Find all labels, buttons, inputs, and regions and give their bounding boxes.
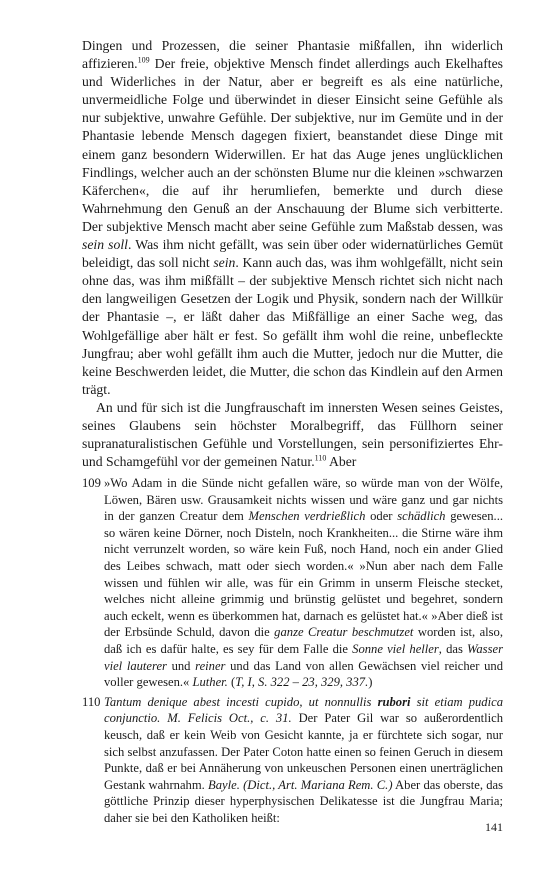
paragraph-2 xyxy=(82,399,503,471)
footnote-text xyxy=(104,694,503,827)
text-run: rubori xyxy=(377,694,411,709)
text-run: . Kann auch das, was ihm wohlgefällt, nicht sein ohne das, was ihm mißfällt – der subjektive Mensch richtet sich nicht nach den langweiligen Gesetzen der Logik und Physik, sondern nach der Willkür der Phantasie –, er läßt daher das Mißfällige an einer Sache weg, das Wohlgefällige aber hält er fest. So gefällt ihm wohl die reine, unbefleckte Jungfrau; aber wohl gefällt ihm auch die Mutter, jedoch nur die Mutter, die keine Beschwerden leidet, die Mutter, die schon das Kindlein auf den Armen trägt. xyxy=(82,255,503,397)
text-run: und das Land von allen Gewächsen viel reicher und voller gewesen.« xyxy=(104,658,504,690)
text-run: Menschen verdrießlich xyxy=(248,509,366,524)
text-run: sein soll xyxy=(82,237,128,253)
text-run: ( xyxy=(227,675,236,690)
footnote-ref: 109 xyxy=(137,55,150,65)
text-run: oder xyxy=(365,509,398,524)
text-run: Tantum denique abest incesti cupido, ut nonnullis xyxy=(104,694,378,709)
footnote-text xyxy=(104,475,503,691)
text-run: sit etiam pudica conjunctio. M. Felicis Oct., c. 31. xyxy=(104,694,503,726)
text-run: An und für sich ist die Jungfrauschaft im innersten Wesen seines Geistes, seines Glaubens sein höchster Moralbegriff, das Füllhorn seiner supranaturalistischen Gefühle und Vorstellungen, sein personifiziertes Ehr- und Schamgefühl vor der gemeinen Natur. xyxy=(82,399,503,470)
footnotes xyxy=(82,475,503,829)
paragraph-1 xyxy=(82,37,503,399)
text-run: und xyxy=(166,658,196,673)
text-run: »Wo Adam in die Sünde nicht gefallen wäre, so würde man von der Wölfe, Löwen, Bären usw. Grausamkeit nichts wissen und wäre ganz und gar nichts in der ganzen Creatur dem xyxy=(104,476,503,524)
footnote-110 xyxy=(82,694,503,827)
footnote-number: 109 xyxy=(82,476,101,490)
text-run: Luther. xyxy=(192,675,228,690)
text-run: reiner xyxy=(195,658,226,673)
page-number: 141 xyxy=(485,820,503,834)
text-run: sein xyxy=(213,255,236,271)
text-run: worden ist, also, daß ich es dafür halte, es sey für dem Falle die xyxy=(104,625,504,656)
text-run: . Was ihm nicht gefällt, was sein über oder widernatürliches Gemüt beleidigt, das soll nicht xyxy=(82,237,504,271)
text-run: Bayle. (Dict., Art. Mariana Rem. C.) xyxy=(208,777,393,792)
text-run: Aber xyxy=(326,454,357,470)
text-run: ganze Creatur beschmutzet xyxy=(274,625,414,640)
footnote-number: 110 xyxy=(82,694,101,709)
text-run: Dingen und Prozessen, die seiner Phantasie mißfallen, ihn widerlich affizieren. xyxy=(82,38,503,72)
text-run: schädlich xyxy=(397,509,446,524)
footnote-ref: 110 xyxy=(314,453,327,463)
main-text xyxy=(82,37,503,471)
text-run: T, I, S. 322 – 23, 329, 337. xyxy=(235,675,369,690)
text-run: Der Pater Gil war so außerordentlich keusch, daß er kein Weib von Gesicht kannte, ja er fürchtete sich sogar, nur sich selbst anzufassen. Der Pater Coton hatte einen so feinen Geruch in diesem Punkte, daß er bei Annäherung von unkeuschen Personen einen unerträglichen Gestank wahrnahm. xyxy=(104,711,504,792)
text-run: gewesen... so wären keine Dörner, noch Disteln, noch Krankheiten... die Stirne wäre ihm nicht verrunzelt worden, so wäre kein Fuß, noch Hand, noch ein ander Glied des Leibes schwach, matt oder siech worden.« »Nun aber nach dem Falle wissen und fühlen wir alle, was für ein Grimm in unserm Fleische stecket, welches nicht alleine grimmig und brünstig gelüstet und begehret, sondern auch eckelt, wenn es überkommen hat, darnach es gelüstet hat.« »Aber dieß ist der Erbsünde Schuld, davon die xyxy=(104,509,503,640)
text-run: Der freie, objektive Mensch findet allerdings auch Ekelhaftes und Widerliches in der Natur, aber er begreift es als eine natürliche, unvermeidliche Folge und überwindet in dieser Einsicht seine Gefühle als nur subjektive, unwahre Gefühle. Der subjektive, nur im Gemüte und in der Phantasie lebende Mensch dagegen fixiert, beanstandet diese Dinge mit einem ganz besondern Widerwillen. Er hat das Auge jenes unglücklichen Findlings, welcher auch an der schönsten Blume nur die kleinen »schwarzen Käferchen«, die auf ihr herumliefen, bemerkte und durch diese Wahrnehmung den Genuß an der Anschauung der Blume sich verbitterte. Der subjektive Mensch macht aber seine Gefühle zum Maßstab dessen, was xyxy=(82,56,503,234)
text-run: Sonne viel heller xyxy=(352,641,439,656)
text-run: Wasser viel lauterer xyxy=(104,641,503,673)
text-run: ) xyxy=(368,675,373,690)
text-run: Aber das oberste, das göttliche Prinzip dieser hyperphysischen Delikatesse ist die Jungfrau Maria; daher sie bei den Katholiken heißt: xyxy=(104,777,503,825)
text-run: , das xyxy=(438,641,468,656)
footnote-109 xyxy=(82,475,503,691)
